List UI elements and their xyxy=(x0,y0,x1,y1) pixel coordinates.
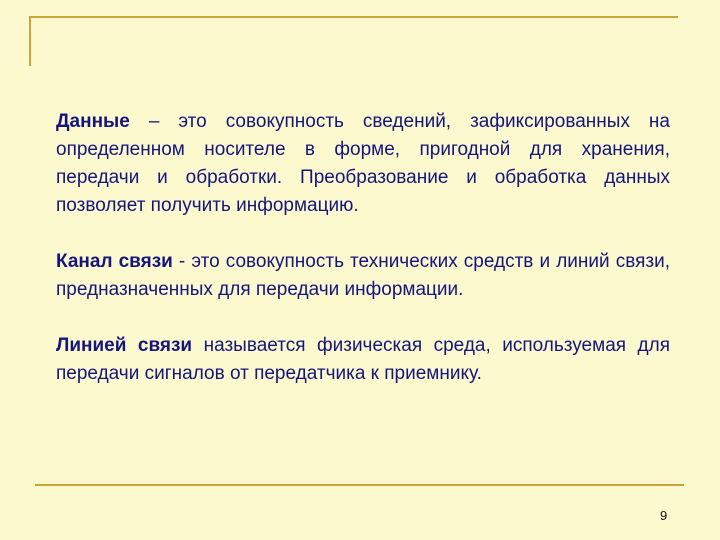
term-line: Линией связи xyxy=(56,335,193,356)
left-decor-line xyxy=(29,16,31,66)
definition-data: – это совокупность сведений, зафиксированных на определенном носителе в форме, пригодной для хранения, передачи и обработки. Преобразование и обработка данных позволяет получить информацию. xyxy=(56,111,670,216)
top-decor-line xyxy=(29,16,678,18)
paragraph-data-definition xyxy=(56,108,670,220)
definition-channel: - это совокупность технических средств и линий связи, предназначенных для передачи информации. xyxy=(56,251,670,300)
paragraph-line-definition xyxy=(56,332,670,388)
definition-line: называется физическая среда, используемая для передачи сигналов от передатчика к приемнику. xyxy=(56,335,670,384)
page-number: 9 xyxy=(660,508,668,523)
paragraph-channel-definition xyxy=(56,248,670,304)
term-channel: Канал связи xyxy=(56,251,173,272)
slide-body xyxy=(56,108,670,416)
bottom-decor-line xyxy=(35,484,684,486)
term-data: Данные xyxy=(56,111,130,132)
